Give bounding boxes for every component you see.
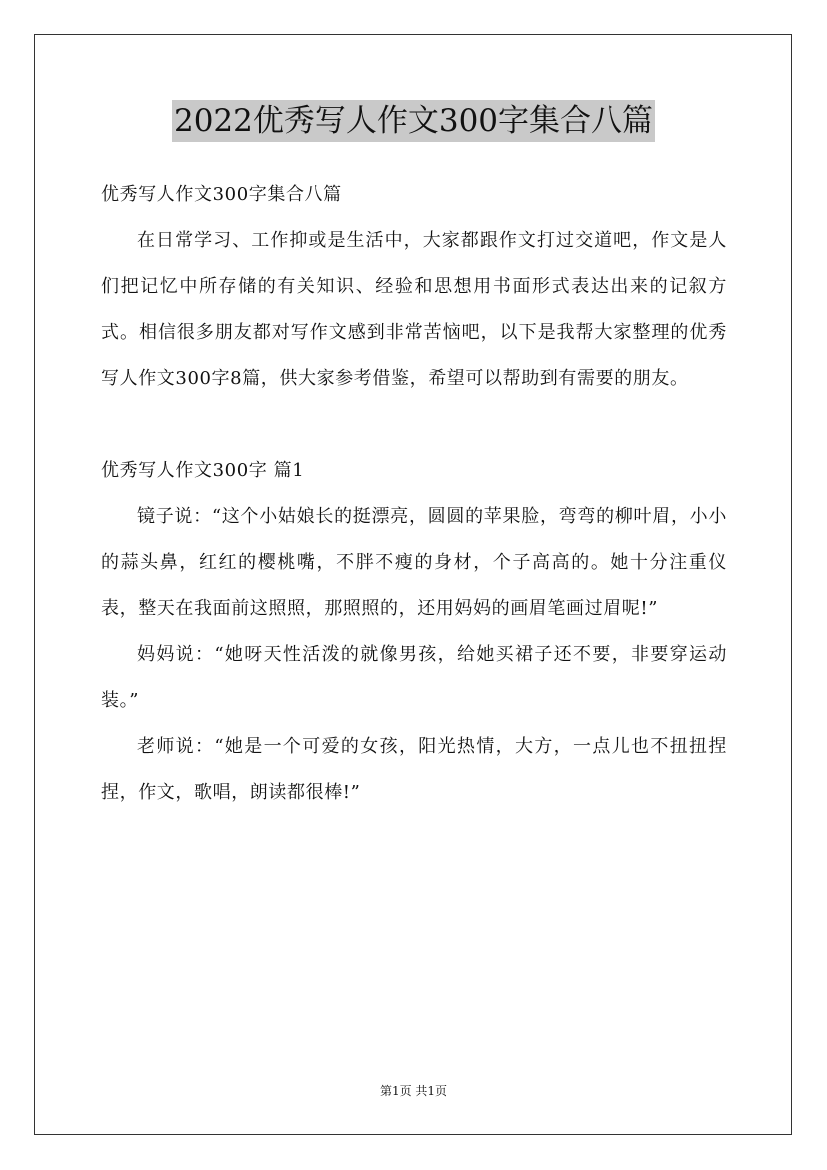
section-heading: 优秀写人作文300字 篇1	[101, 460, 305, 481]
section-spacer	[101, 402, 727, 448]
body-paragraph: 妈妈说：“她呀天性活泼的就像男孩，给她买裙子还不要，非要穿运动装。”	[101, 644, 727, 711]
document-body	[101, 172, 727, 816]
document-title: 2022优秀写人作文300字集合八篇	[172, 100, 655, 142]
page-number-label: 第1页 共1页	[379, 1084, 448, 1098]
intro-paragraph: 在日常学习、工作抑或是生活中，大家都跟作文打过交道吧，作文是人们把记忆中所存储的有关知识、经验和思想用书面形式表达出来的记叙方式。相信很多朋友都对写作文感到非常苦恼吧，以下是我帮大家整理的优秀写人作文300字8篇，供大家参考借鉴，希望可以帮助到有需要的朋友。	[101, 230, 727, 389]
title-container	[0, 100, 827, 142]
body-paragraph: 老师说：“她是一个可爱的女孩，阳光热情，大方，一点儿也不扭扭捏捏，作文，歌唱，朗读都很棒!”	[101, 736, 727, 803]
document-subtitle: 优秀写人作文300字集合八篇	[101, 184, 342, 205]
page-footer	[0, 1083, 827, 1099]
body-paragraph: 镜子说：“这个小姑娘长的挺漂亮，圆圆的苹果脸，弯弯的柳叶眉，小小的蒜头鼻，红红的樱桃嘴，不胖不瘦的身材，个子高高的。她十分注重仪表，整天在我面前这照照，那照照的，还用妈妈的画眉笔画过眉呢!”	[101, 506, 727, 619]
